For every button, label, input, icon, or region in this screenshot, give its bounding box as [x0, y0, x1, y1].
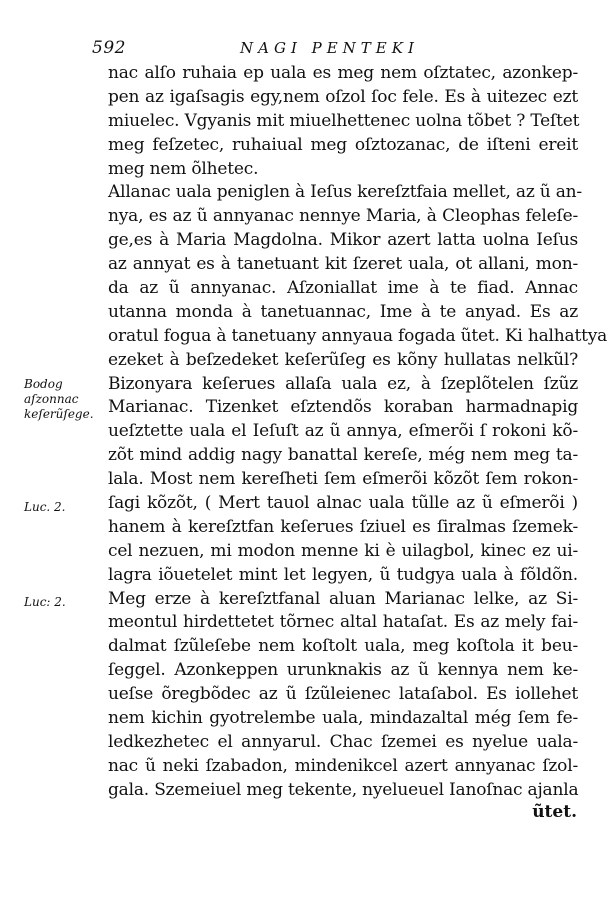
catchword: ũtet.	[532, 802, 577, 822]
margin-note-luc-2a: Luc. 2.	[24, 500, 66, 514]
text-line: ge,es à Maria Magdolna. Mikor azert latta uolna Ieſus	[108, 230, 578, 251]
text-line: lala. Most nem kereſheti ſem eſmerõi kõzõt ſem rokon-	[108, 469, 578, 490]
margin-note-bodog-asszonnac	[24, 377, 94, 422]
text-line: gala. Szemeiuel meg tekente, nyelueuel Ianoſnac ajanla	[108, 779, 579, 800]
main-text	[108, 62, 608, 803]
running-head	[92, 38, 552, 64]
page-number: 592	[92, 38, 126, 58]
text-line: Marianac. Tizenket eſztendõs koraban harmadnapig	[108, 397, 578, 418]
text-line: dalmat ſzũleſebe nem koſtolt uala, meg koſtola it beu-	[108, 636, 578, 657]
text-line: oratul fogua à tanetuany annyaua fogada ũtet. Ki halhattya	[108, 325, 608, 346]
margin-note-line: keſerũſege.	[24, 407, 94, 421]
running-title: NAGI PENTEKI	[240, 39, 419, 57]
text-line: ſeggel. Azonkeppen urunknakis az ũ kennya nem ke-	[108, 660, 578, 681]
margin-note-line: aſzonnac	[24, 392, 79, 406]
text-line: nac ũ neki ſzabadon, mindenikcel azert annyanac ſzol-	[108, 755, 578, 776]
text-line: pen az igaſsagis egy,nem oſzol ſoc fele. Es à uitezec ezt	[108, 86, 578, 107]
text-line: zõt mind addig nagy banattal kereſe, még nem meg ta-	[108, 445, 578, 466]
text-line: Meg erze à kereſztfanal aluan Marianac lelke, az Si-	[108, 588, 578, 609]
text-line: ueſztette uala el Ieſuſt az ũ annya, eſmerõi ſ rokoni kõ-	[108, 421, 578, 442]
text-line: da az ũ annyanac. Aſzoniallat ime à te fiad. Annac	[108, 278, 578, 299]
text-line: ſagi kõzõt, ( Mert tauol alnac uala tũlle az ũ eſmerõi )	[108, 493, 578, 514]
text-line: hanem à kereſztfan keſerues ſziuel es ſiralmas ſzemek-	[108, 516, 578, 537]
text-line: cel nezuen, mi modon menne ki è uilagbol, kinec ez ui-	[108, 540, 578, 561]
text-line: meg feſzetec, ruhaiual meg oſztozanac, de iſteni ereit	[108, 134, 578, 155]
margin-note-luc-2b: Luc: 2.	[24, 595, 66, 609]
margin-note-line: Bodog	[24, 377, 63, 391]
text-line: Allanac uala peniglen à Ieſus kereſztfaia mellet, az ũ an-	[108, 182, 582, 203]
text-line: az annyat es à tanetuant kit ſzeret uala, ot allani, mon-	[108, 254, 578, 275]
text-line: nem kichin gyotrelembe uala, mindazaltal még ſem fe-	[108, 708, 578, 729]
text-line: utanna monda à tanetuannac, Ime à te anyad. Es az	[108, 301, 578, 322]
text-line: meontul hirdettetet tõrnec altal hataſat. Es az mely fai-	[108, 612, 578, 633]
text-line: meg nem õlhetec.	[108, 158, 259, 179]
text-line: Bizonyara keſerues allaſa uala ez, à ſzeplõtelen ſzũz	[108, 373, 578, 394]
text-line: miuelec. Vgyanis mit miuelhettenec uolna tõbet ? Teſtet	[108, 110, 580, 131]
text-line: ezeket à beſzedeket keſerũſeg es kõny hullatas nelkũl?	[108, 349, 578, 370]
text-line: ledkezhetec el annyarul. Chac ſzemei es nyelue uala-	[108, 731, 578, 752]
text-line: lagra iõuetelet mint let legyen, ũ tudgya uala à fõldõn.	[108, 564, 578, 585]
text-line: ueſse õregbõdec az ũ ſzũleienec lataſabol. Es iollehet	[108, 684, 578, 705]
text-line: nya, es az ũ annyanac nennye Maria, à Cleophas feleſe-	[108, 206, 578, 227]
text-line: nac alſo ruhaia ep uala es meg nem oſztatec, azonkep-	[108, 63, 578, 83]
